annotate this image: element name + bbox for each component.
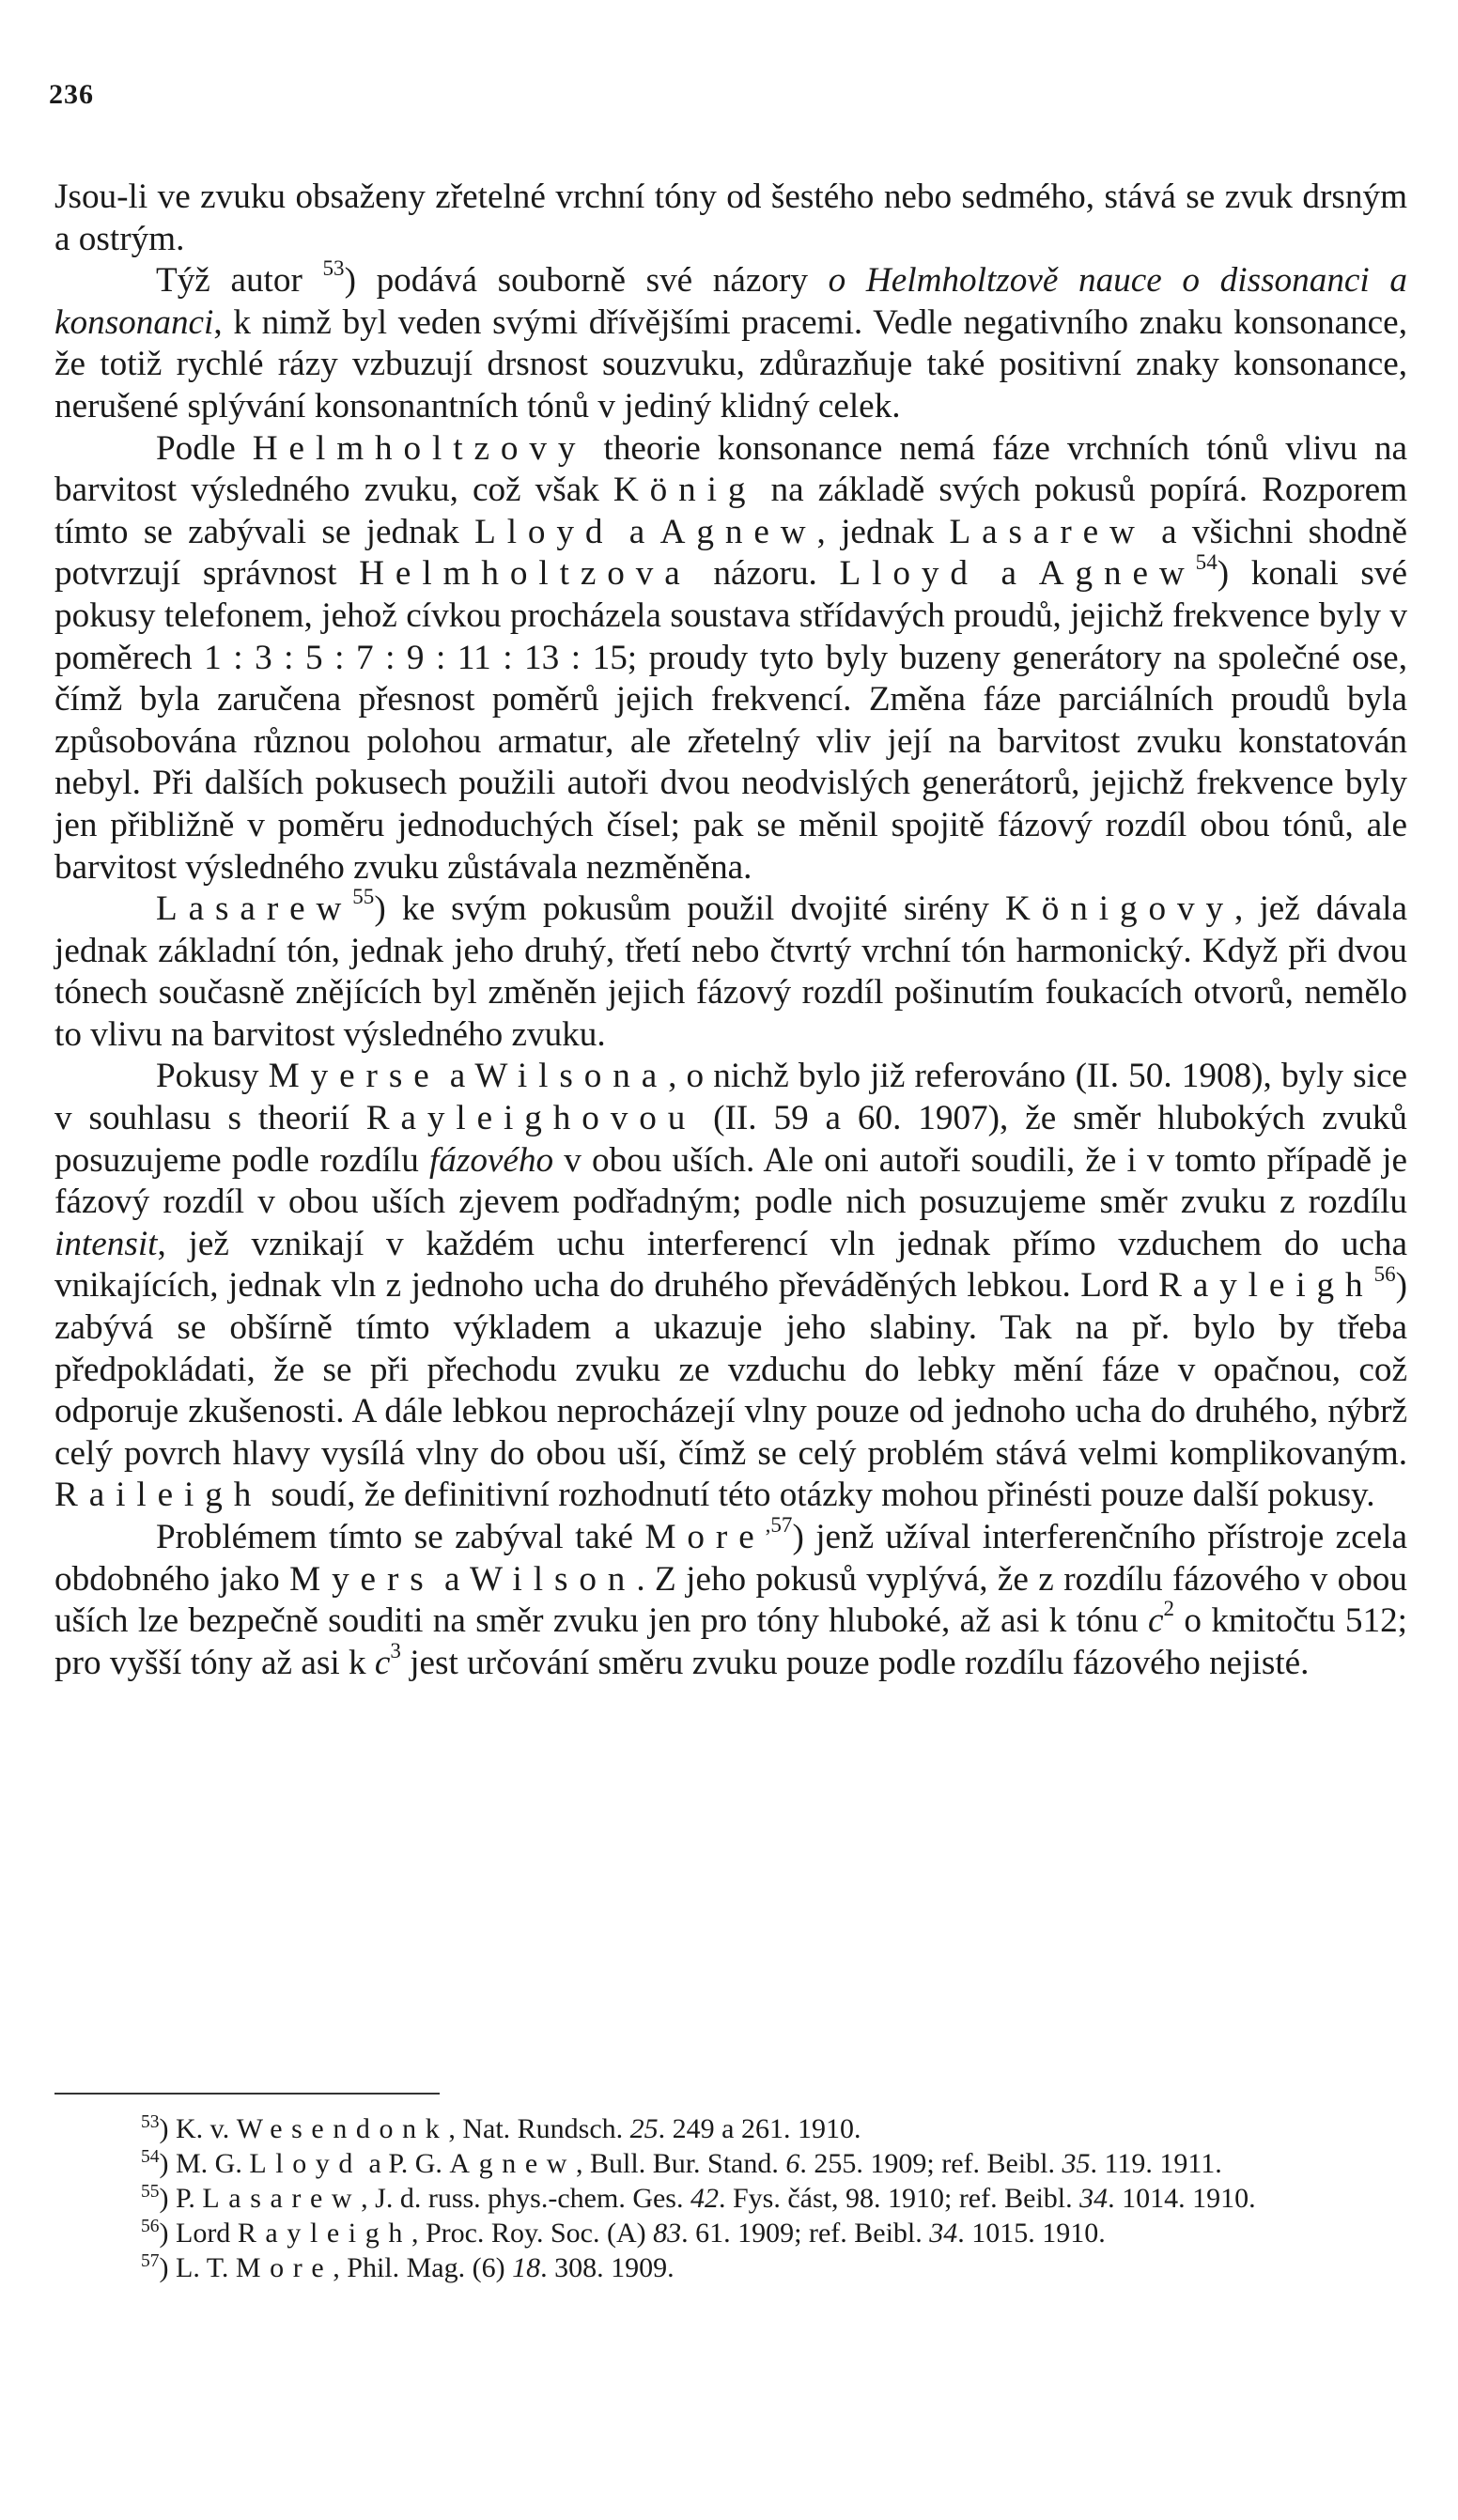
text-run: Jsou-li ve zvuku obsaženy zřetelné vrchní tóny od šestého nebo sedmého, stává se zvuk drsným a ostrým. [54,178,1407,258]
footnote-number: 57 [141,2251,160,2271]
text-run: . 119. 1911. [1090,2148,1222,2179]
spaced-name: Lasarew [156,889,353,929]
italic-text: fázového [428,1140,554,1180]
text-run: . Fys. část, 98. 1910; ref. Beibl. [718,2183,1080,2214]
italic-text: 83 [653,2218,682,2249]
italic-text: 35 [1062,2148,1091,2179]
footnote-reference: 53 [322,255,345,281]
footnote-reference: ,57 [765,1512,793,1538]
footnote-reference: 2 [1163,1596,1175,1621]
spaced-name: Wilson [469,1559,637,1599]
paragraph [54,884,1407,1056]
spaced-name: More [644,1518,766,1556]
text-run: ) Lord [159,2218,238,2249]
text-run: , jednak [816,512,950,551]
footnote [54,2250,1407,2285]
italic-text: 18 [512,2252,541,2283]
text-run: ) K. v. [159,2113,237,2144]
text-run: . 61. 1909; ref. Beibl. [681,2218,930,2249]
text-run: ) M. G. [159,2148,250,2179]
text-run: a P. G. [362,2148,450,2179]
text-run: , J. d. russ. phys.-chem. Ges. [361,2183,690,2214]
footnote-reference: 3 [390,1637,401,1662]
spaced-name: Rayleigh [1158,1266,1374,1306]
footnote [54,2111,1407,2146]
text-run: Problémem tímto se zabýval také [156,1518,645,1556]
text-run: a všichni shodně potvrzují správnost [54,512,1408,594]
text-run: a [978,554,1039,594]
text-run: theorie konsonance nemá fáze vrchních tónů vlivu na barvitost výsledného zvuku, což však [54,428,1407,510]
footnote-reference: 55 [352,884,375,909]
italic-text: 34 [1079,2183,1109,2214]
text-run: ) konali své pokusy telefonem, jehož cívkou procházela soustava střídavých proudů, jejichž frekvence byly v poměrech 1 : 3 : 5 : 7 : 9 : 11 : 13 : 15; proudy tyto byly buzeny generátory na společné ose, čímž byla zaručena přesnost poměrů jejich frekvencí. Změna fáze parciálních proudů byla způsobována různou polohou armatur, ale zřetelný vliv její na barvitost zvuku konstatován nebyl. Při dalších pokusech použili autoři dvou neodvislých generátorů, jejichž frekvence byly jen přibližně v poměru jednoduchých čísel; pak se měnil spojitě fázový rozdíl obou tónů, ale barvitost výsledného zvuku zůstávala nezměněna. [54,554,1407,887]
italic-text: c [374,1643,391,1682]
italic-text: 6 [785,2148,800,2179]
paragraph [54,1056,1407,1517]
body-text [54,177,1407,1684]
text-run: . 249 a 261. 1910. [658,2113,861,2144]
spaced-name: More [235,2252,333,2283]
spaced-name: Wesendonk [236,2113,449,2144]
text-run: a [434,1559,470,1599]
italic-text: intensit [54,1224,158,1263]
paragraph [54,1512,1407,1684]
text-run: soudí, že definitivní rozhodnutí této otázky mohou přinésti pouze další pokusy. [262,1476,1375,1515]
footnote-number: 54 [141,2147,160,2167]
text-run: na základě svých pokusů popírá. Rozporem tímto se zabývali se jednak [54,471,1408,551]
spaced-name: Agnew [1038,554,1196,594]
text-run: , jež vznikají v každém uchu interferencí vln jednak přímo vzduchem do ucha vnikajících, jednak vln z jednoho ucha do druhého převáděných lebkou. Lord [54,1224,1407,1306]
text-run: názoru. [690,554,840,594]
italic-text: 25 [629,2113,659,2144]
spaced-name: Königovy [1005,889,1234,929]
footnote-number: 55 [141,2182,160,2202]
italic-text: c [1148,1601,1164,1641]
footnote-rule [54,2093,440,2095]
text-run: ) jenž užíval interferenčního přístroje zcela obdobného jako [54,1518,1407,1599]
footnote [54,2216,1407,2250]
spaced-name: Myers [289,1559,435,1599]
footnote-reference: 56 [1373,1260,1396,1286]
text-run: . Z jeho pokusů vyplývá, že z rozdílu fázového v obou uších lze bezpečně souditi na směr zvuku jen pro tóny hluboké, až asi k tónu [54,1559,1407,1641]
spaced-name: Lasarew [949,512,1146,551]
text-run: ) L. T. [159,2252,236,2283]
spaced-name: Rayleigh [237,2218,411,2249]
paragraph [54,255,1407,427]
text-run: Podle [156,428,253,468]
italic-text: 42 [690,2183,719,2214]
text-run: ) podává souborně své názory [344,261,829,301]
text-run: . 1015. 1910. [957,2218,1106,2249]
text-run: ) ke svým pokusům použil dvojité sirény [374,889,1005,929]
text-run: v obou uších. Ale oni autoři soudili, že i v tomto případě je fázový rozdíl v obou uších zjevem podřadným; podle nich posuzujeme směr zvuku z rozdílu [54,1140,1407,1222]
text-run: . 1014. 1910. [1108,2183,1256,2214]
text-run: a [613,512,660,551]
spaced-name: Myerse [268,1057,441,1096]
spaced-name: Helmholtzovy [252,428,587,468]
spaced-name: Lloyd [839,554,979,594]
spaced-name: Lloyd [249,2148,363,2179]
paragraph [54,428,1407,889]
spaced-name: König [613,471,757,510]
spaced-name: Lasarew [202,2183,362,2214]
spaced-name: Lloyd [474,512,614,551]
footnote-reference: 54 [1195,549,1218,574]
text-run: . 308. 1909. [540,2252,675,2283]
spaced-name: Wilsona [474,1057,669,1096]
text-run: , Phil. Mag. (6) [333,2252,513,2283]
text-run: , jež dávala jednak základní tón, jednak jeho druhý, třetí nebo čtvrtý vrchní tón harmonický. Když při dvou tónech současně znějících byl změněn jejich fázový rozdíl pošinutím foukacích otvorů, nemělo to vlivu na barvitost výsledného zvuku. [54,889,1407,1054]
text-run: , k nimž byl veden svými dřívějšími pracemi. Vedle negativního znaku konsonance, že totiž rychlé rázy vzbuzují drsnost souzvuku, zdůrazňuje také positivní znaky konsonance, nerušené splývání konsonantních tónů v jediný klidný celek. [54,302,1407,425]
spaced-name: Raileigh [54,1476,263,1515]
italic-text: o Helmholtzově nauce o dissonanci a konsonanci [54,261,1407,342]
spaced-name: Agnew [449,2148,577,2179]
text-run: (II. 59 a 60. 1907), že směr hlubokých zvuků posuzujeme podle rozdílu [54,1099,1407,1180]
text-run: Pokusy [156,1057,269,1096]
footnote-number: 56 [141,2217,160,2236]
text-run: , Nat. Rundsch. [448,2113,630,2144]
text-run: ) zabývá se obšírně tímto výkladem a ukazuje jeho slabiny. Tak na př. bylo by třeba předpokládati, že se při přechodu zvuku ze vzduchu do lebky mění fáze v opačnou, což odporuje zkušenosti. A dále lebkou neprocházejí vlny pouze od jednoho ucha do druhého, nýbrž celý povrch hlavy vysílá vlny do obou uší, čímž se celý problém stává velmi komplikovaným. [54,1266,1407,1473]
spaced-name: Helmholtzova [359,554,691,594]
text-run: . 255. 1909; ref. Beibl. [799,2148,1062,2179]
text-run: jest určování směru zvuku pouze podle rozdílu fázového nejisté. [400,1643,1310,1682]
text-run: ) P. [159,2183,203,2214]
footnote-number: 53 [141,2112,160,2132]
text-run: Týž autor [156,261,323,301]
text-run: , Proc. Roy. Soc. (A) [411,2218,654,2249]
text-run: , o nichž bylo již referováno (II. 50. 1908), byly sice v souhlasu s theorií [54,1057,1407,1138]
text-run: a [440,1057,475,1096]
page-number: 236 [49,79,94,110]
italic-text: 34 [929,2218,958,2249]
text-run: , Bull. Bur. Stand. [576,2148,786,2179]
text-run: o kmitočtu 512; pro vyšší tóny až asi k [54,1601,1407,1682]
spaced-name: Rayleighovou [365,1099,697,1138]
paragraph [54,177,1407,260]
footnote [54,2146,1407,2181]
footnote [54,2181,1407,2216]
footnotes [54,2111,1407,2285]
spaced-name: Agnew [659,512,817,551]
